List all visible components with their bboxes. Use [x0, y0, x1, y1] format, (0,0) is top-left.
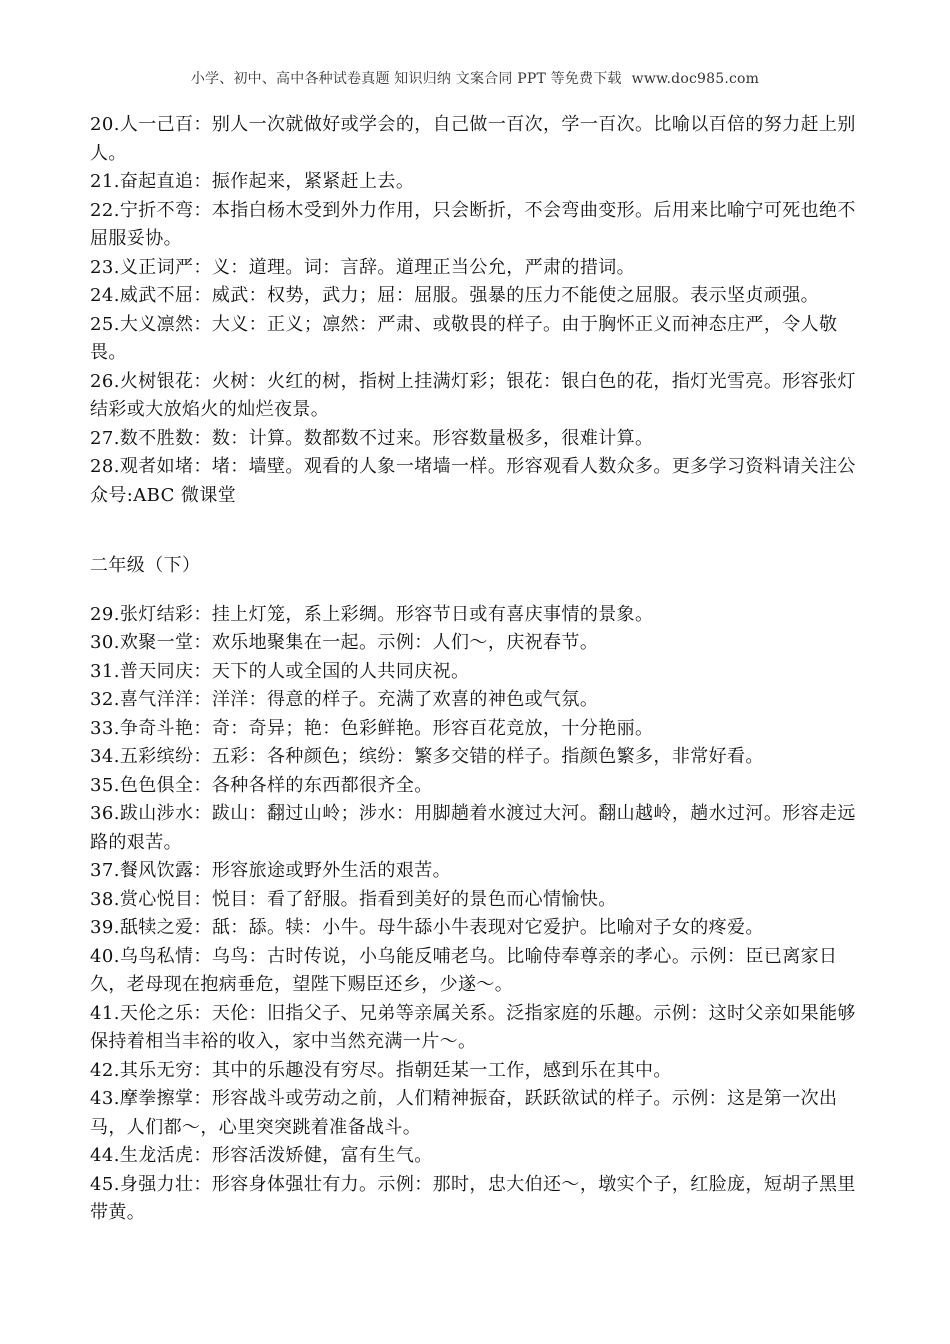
idiom-entry-22: 22.宁折不弯：本指白杨木受到外力作用，只会断折，不会弯曲变形。后用来比喻宁可死也绝不屈服妥协。: [90, 199, 856, 249]
idiom-entry-27: 27.数不胜数：数：计算。数都数不过来。形容数量极多，很难计算。: [90, 427, 654, 449]
idiom-entry-37: 37.餐风饮露：形容旅途或野外生活的艰苦。: [90, 860, 452, 881]
header-text: 小学、初中、高中各种试卷真题 知识归纳 文案合同 PPT 等免费下载: [190, 71, 622, 87]
idiom-entry-38: 38.赏心悦目：悦目：看了舒服。指看到美好的景色而心情愉快。: [90, 888, 617, 910]
header-url[interactable]: www.doc985.com: [631, 71, 760, 87]
document-body: [90, 111, 862, 1228]
idiom-entry-45: 45.身强力壮：形容身体强壮有力。示例：那时，忠大伯还～，墩实个子，红脸庞，短胡子黑里带黄。: [90, 1173, 856, 1223]
page-header: [0, 68, 950, 88]
idiom-entry-29: 29.张灯结彩：挂上灯笼，系上彩绸。形容节日或有喜庆事情的景象。: [90, 603, 654, 625]
idiom-entry-36: 36.跋山涉水：跋山：翻过山岭；涉水：用脚趟着水渡过大河。翻山越岭，趟水过河。形容走远路的艰苦。: [90, 803, 856, 853]
idiom-entry-44: 44.生龙活虎：形容活泼矫健，富有生气。: [90, 1145, 433, 1166]
section-spacer: [90, 581, 862, 601]
idiom-entry-30: 30.欢聚一堂：欢乐地聚集在一起。示例：人们～，庆祝春节。: [90, 632, 599, 653]
idiom-entry-41: 41.天伦之乐：天伦：旧指父子、兄弟等亲属关系。泛指家庭的乐趣。示例：这时父亲如果能够保持着相当丰裕的收入，家中当然充满一片～。: [90, 1002, 856, 1052]
idiom-entry-26: 26.火树银花：火树：火红的树，指树上挂满灯彩；银花：银白色的花，指灯光雪亮。形容张灯结彩或大放焰火的灿烂夜景。: [90, 370, 856, 420]
idiom-entry-25: 25.大义凛然：大义：正义；凛然：严肃、或敬畏的样子。由于胸怀正义而神态庄严，令人敬畏。: [90, 313, 838, 363]
idiom-entry-43: 43.摩拳擦掌：形容战斗或劳动之前，人们精神振奋，跃跃欲试的样子。示例：这是第一次出马，人们都～，心里突突跳着准备战斗。: [90, 1088, 838, 1138]
idiom-entry-35: 35.色色俱全：各种各样的东西都很齐全。: [90, 774, 433, 796]
idiom-entry-40: 40.乌鸟私情：乌鸟：古时传说，小乌能反哺老乌。比喻侍奉尊亲的孝心。示例：臣已离家日久，老母现在抱病垂危，望陛下赐臣还乡，少遂～。: [90, 945, 838, 995]
idiom-entry-34: 34.五彩缤纷：五彩：各种颜色；缤纷：繁多交错的样子。指颜色繁多，非常好看。: [90, 746, 764, 767]
idiom-entry-39: 39.舐犊之爱：舐：舔。犊：小牛。母牛舔小牛表现对它爱护。比喻对子女的疼爱。: [90, 917, 764, 938]
idiom-entry-21: 21.奋起直追：振作起来，紧紧赶上去。: [90, 171, 415, 192]
idiom-entry-32: 32.喜气洋洋：洋洋：得意的样子。充满了欢喜的神色或气氛。: [90, 689, 599, 710]
idiom-entry-33: 33.争奇斗艳：奇：奇异；艳：色彩鲜艳。形容百花竞放，十分艳丽。: [90, 717, 654, 739]
idiom-entry-20: 20.人一己百：别人一次就做好或学会的，自己做一百次，学一百次。比喻以百倍的努力赶上别人。: [90, 114, 856, 164]
section-spacer: [90, 510, 862, 552]
idiom-entry-31: 31.普天同庆：天下的人或全国的人共同庆祝。: [90, 660, 470, 682]
idiom-entry-42: 42.其乐无穷：其中的乐趣没有穷尽。指朝廷某一工作，感到乐在其中。: [90, 1059, 672, 1081]
idiom-entry-24: 24.威武不屈：威武：权势，武力；屈：屈服。强暴的压力不能使之屈服。表示坚贞顽强。: [90, 285, 820, 306]
idiom-entry-28: 28.观者如堵：堵：墙壁。观看的人象一堵墙一样。形容观看人数众多。更多学习资料请关注公众号:ABC 微课堂: [90, 456, 856, 506]
idiom-entry-23: 23.义正词严：义：道理。词：言辞。道理正当公允，严肃的措词。: [90, 256, 636, 278]
section-title: 二年级（下）: [90, 555, 201, 576]
